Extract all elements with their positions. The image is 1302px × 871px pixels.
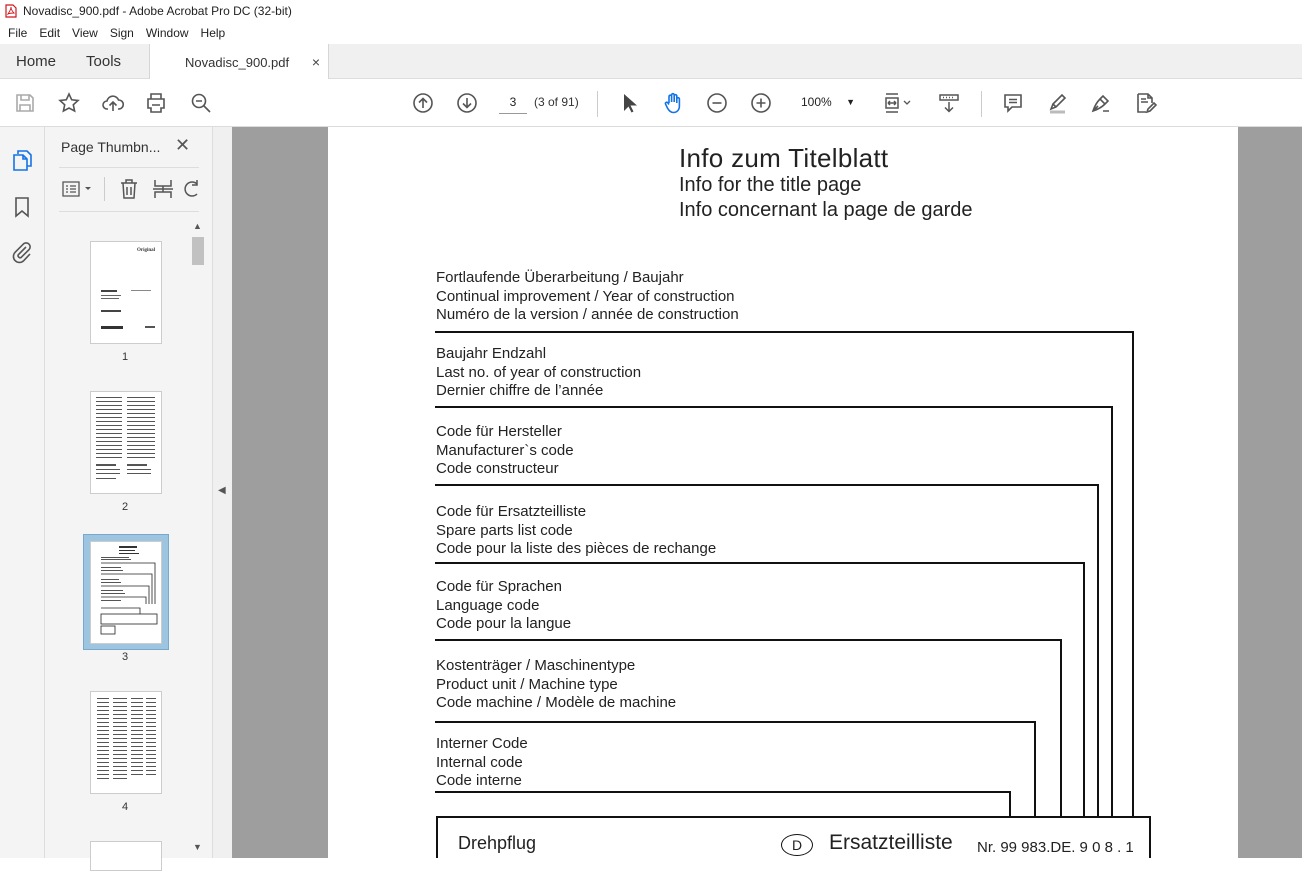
label-fr: Dernier chiffre de l’année [436, 382, 604, 399]
star-icon[interactable] [55, 89, 83, 117]
tab-home[interactable]: Home [16, 52, 57, 70]
menu-help[interactable]: Help [200, 26, 226, 40]
zoom-in-icon[interactable] [747, 89, 775, 117]
document-number: Nr. 99 983.DE. 9 0 8 . 1 [977, 839, 1134, 856]
leader-line [1034, 721, 1036, 817]
svg-text:Original: Original [137, 248, 156, 253]
leader-line [1060, 639, 1062, 817]
info-group-revision [436, 269, 739, 325]
menu-bar [0, 22, 1302, 44]
chevron-down-icon: ▼ [846, 97, 855, 107]
insert-page-icon[interactable] [151, 177, 175, 201]
scroll-down-icon[interactable]: ▼ [193, 842, 202, 852]
label-fr: Numéro de la version / année de construction [436, 306, 739, 323]
info-group-internal [436, 735, 528, 791]
upload-cloud-icon[interactable] [99, 89, 127, 117]
toolbar-divider [981, 91, 982, 117]
label-en: Internal code [436, 753, 523, 771]
fill-sign-icon[interactable] [1131, 89, 1159, 117]
scrollbar-thumb[interactable] [192, 237, 204, 265]
previous-page-icon[interactable] [409, 89, 437, 117]
menu-view[interactable]: View [72, 26, 98, 40]
info-group-spare-parts [436, 503, 716, 559]
page-count: (3 of 91) [534, 95, 579, 109]
page-fit-icon[interactable] [879, 89, 915, 117]
sign-icon[interactable] [1087, 89, 1115, 117]
tab-close-button[interactable]: × [311, 54, 321, 70]
chevron-left-icon: ◀ [218, 485, 226, 496]
leader-line [435, 791, 1011, 793]
info-group-machine [436, 657, 676, 713]
zoom-value: 100% [801, 95, 832, 109]
thumbnail-label: 1 [121, 351, 129, 363]
bookmark-icon[interactable] [10, 195, 34, 219]
hand-tool-icon[interactable] [659, 89, 687, 117]
page-number-input[interactable]: 3 [499, 92, 527, 114]
label-en: Product unit / Machine type [436, 675, 618, 693]
page-title-fr: Info concernant la page de garde [679, 199, 973, 221]
select-cursor-icon[interactable] [615, 89, 643, 117]
divider [59, 167, 199, 168]
label-en: Continual improvement / Year of construction [436, 287, 735, 305]
label-de: Code für Hersteller [436, 423, 562, 440]
label-fr: Code pour la liste des pièces de rechange [436, 540, 717, 557]
thumbnail-options-icon[interactable] [61, 179, 95, 199]
thumbnail-page-2[interactable] [90, 391, 162, 494]
panel-collapse-handle[interactable] [213, 127, 232, 858]
tab-document[interactable] [149, 44, 329, 80]
page-title-de: Info zum Titelblatt [679, 143, 889, 173]
list-title: Ersatzteilliste [829, 831, 953, 854]
main-toolbar [0, 79, 1302, 127]
label-de: Baujahr Endzahl [436, 345, 547, 362]
label-de: Code für Sprachen [436, 578, 562, 595]
divider [104, 177, 105, 201]
panel-title: Page Thumbn... [61, 139, 161, 155]
save-icon[interactable] [11, 89, 39, 117]
leader-line [1132, 331, 1134, 817]
scroll-mode-icon[interactable] [935, 89, 963, 117]
label-en: Spare parts list code [436, 521, 573, 539]
thumbnail-toolbar [59, 175, 209, 203]
info-group-language [436, 578, 571, 634]
navigation-rail [0, 127, 45, 858]
thumbnail-scrollbar[interactable] [191, 221, 205, 856]
document-viewer[interactable] [232, 127, 1302, 858]
label-en: Language code [436, 596, 540, 614]
print-icon[interactable] [142, 89, 170, 117]
info-group-manufacturer [436, 423, 574, 479]
language-badge: D [781, 834, 813, 856]
title-bar [0, 0, 1302, 22]
label-fr: Code machine / Modèle de machine [436, 694, 677, 711]
thumbnail-page-3[interactable] [90, 541, 162, 644]
search-zoom-icon[interactable] [187, 89, 215, 117]
highlight-icon[interactable] [1043, 89, 1071, 117]
thumbnail-label: 3 [121, 651, 129, 663]
leader-line [1083, 562, 1085, 817]
zoom-level-select[interactable] [795, 91, 861, 113]
leader-line [1009, 791, 1011, 817]
window-title: Novadisc_900.pdf - Adobe Acrobat Pro DC (32-bit) [23, 4, 292, 18]
thumbnail-label: 2 [121, 501, 129, 513]
next-page-icon[interactable] [453, 89, 481, 117]
page-thumbnails-icon[interactable] [10, 148, 34, 172]
leader-line [435, 721, 1036, 723]
thumbnail-page-5[interactable] [90, 841, 162, 871]
page-thumbnails-panel [45, 127, 213, 858]
menu-sign[interactable]: Sign [109, 26, 134, 40]
attachment-icon[interactable] [10, 240, 34, 264]
leader-line [435, 331, 1134, 333]
scroll-up-icon[interactable]: ▲ [193, 221, 202, 231]
machine-name: Drehpflug [458, 833, 537, 853]
thumbnail-page-4[interactable] [90, 691, 162, 794]
page-title-en: Info for the title page [679, 174, 862, 196]
leader-line [435, 406, 1113, 408]
leader-line [1111, 406, 1113, 817]
menu-file[interactable]: File [8, 26, 28, 40]
divider [59, 211, 199, 212]
label-de: Interner Code [436, 735, 528, 752]
delete-page-icon[interactable] [117, 177, 141, 201]
leader-line [435, 562, 1085, 564]
leader-line [1097, 484, 1099, 817]
label-en: Manufacturer`s code [436, 441, 574, 459]
title-block [436, 816, 1151, 858]
leader-line [435, 484, 1099, 486]
menu-edit[interactable]: Edit [39, 26, 61, 40]
label-en: Last no. of year of construction [436, 363, 642, 381]
thumbnail-label: 4 [121, 801, 129, 813]
tab-tools[interactable]: Tools [86, 52, 122, 70]
info-group-year [436, 345, 641, 401]
leader-line [435, 639, 1062, 641]
thumbnail-page-1[interactable] [90, 241, 162, 344]
menu-window[interactable]: Window [145, 26, 189, 40]
acrobat-app-icon [5, 4, 17, 18]
comment-icon[interactable] [999, 89, 1027, 117]
label-de: Kostenträger / Maschinentype [436, 657, 636, 674]
toolbar-divider [597, 91, 598, 117]
label-de: Fortlaufende Überarbeitung / Baujahr [436, 269, 684, 286]
tab-document-label: Novadisc_900.pdf [185, 54, 290, 70]
zoom-out-icon[interactable] [703, 89, 731, 117]
pdf-page [328, 127, 1238, 858]
label-fr: Code pour la langue [436, 615, 572, 632]
label-fr: Code interne [436, 772, 522, 789]
close-panel-icon[interactable]: ✕ [175, 135, 191, 155]
label-fr: Code constructeur [436, 460, 559, 477]
label-de: Code für Ersatzteilliste [436, 503, 587, 520]
rotate-page-icon[interactable] [183, 177, 199, 201]
tab-bar [0, 44, 1302, 79]
